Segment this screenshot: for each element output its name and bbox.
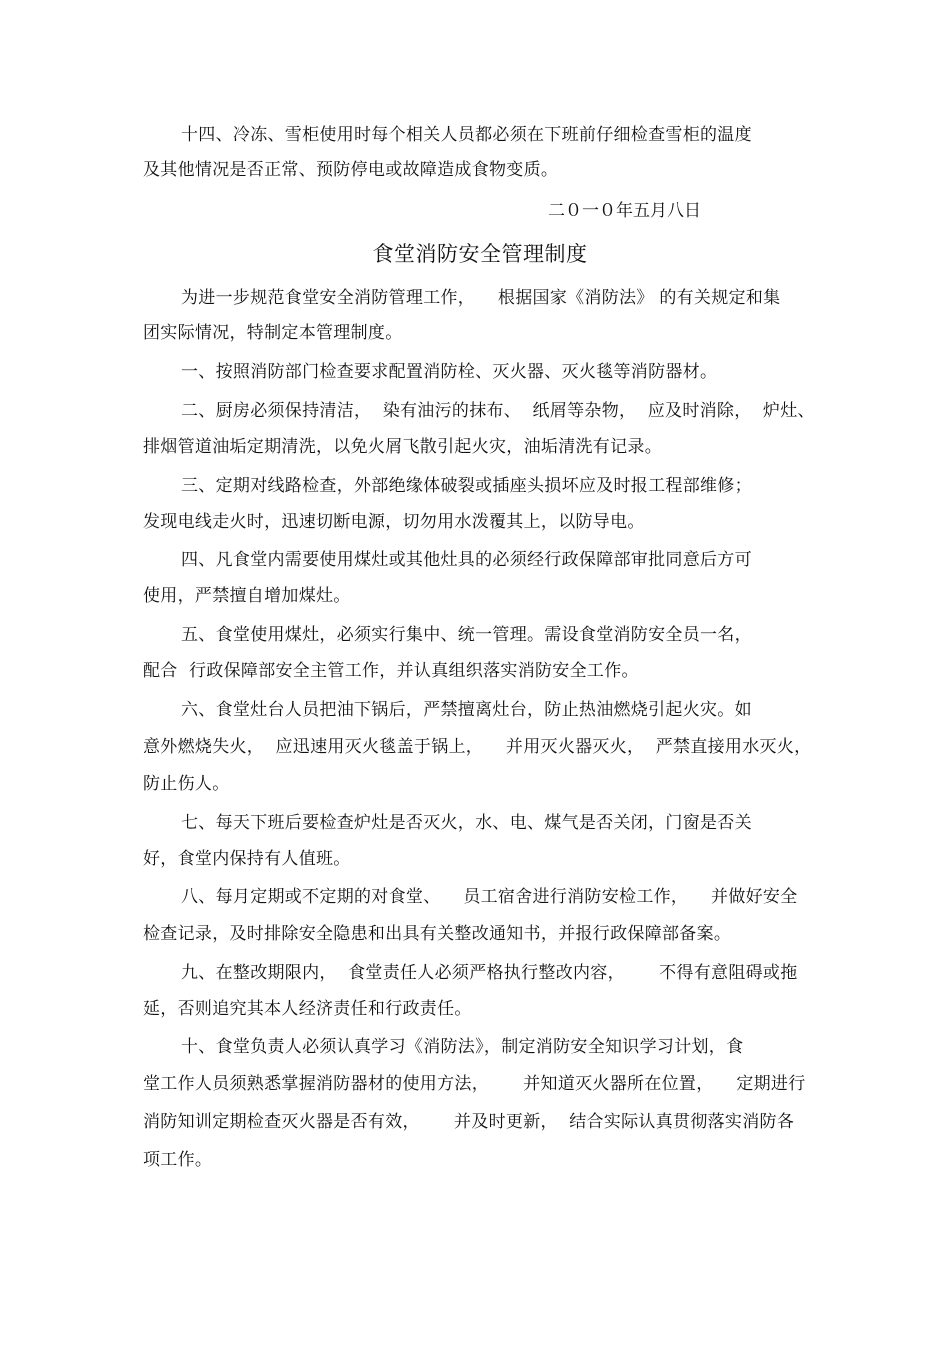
item-4-line-2: 使用，严禁擅自增加煤灶。 <box>143 586 351 606</box>
item-5-line-2: 配合 行政保障部安全主管工作，并认真组织落实消防安全工作。 <box>143 661 639 681</box>
page-title: 食堂消防安全管理制度 <box>372 242 588 266</box>
item-4-line-1: 四、凡食堂内需要使用煤灶或其他灶具的必须经行政保障部审批同意后方可 <box>181 550 752 570</box>
item-10-line-1: 十、食堂负责人必须认真学习《消防法》，制定消防安全知识学习计划，食 <box>181 1037 744 1057</box>
intro-line-1: 为进一步规范食堂安全消防管理工作， 根据国家《消防法》 的有关规定和集 <box>181 288 781 308</box>
item-7-line-1: 七、每天下班后要检查炉灶是否灭火，水、电、煤气是否关闭，门窗是否关 <box>181 813 752 833</box>
item-7-line-2: 好，食堂内保持有人值班。 <box>143 849 351 869</box>
item-10-line-3: 消防知训定期检查灭火器是否有效， 并及时更新， 结合实际认真贯彻落实消防各 <box>143 1112 795 1132</box>
item-9-line-1: 九、在整改期限内， 食堂责任人必须严格执行整改内容， 不得有意阻碍或拖 <box>181 963 798 983</box>
item-14-line-1: 十四、冷冻、雪柜使用时每个相关人员都必须在下班前仔细检查雪柜的温度 <box>181 125 752 145</box>
item-2-line-1: 二、厨房必须保持清洁， 染有油污的抹布、 纸屑等杂物， 应及时消除， 炉灶、 <box>181 401 815 421</box>
item-3-line-1: 三、定期对线路检查，外部绝缘体破裂或插座头损坏应及时报工程部维修； <box>181 476 752 496</box>
item-10-line-2: 堂工作人员须熟悉掌握消防器材的使用方法， 并知道灭火器所在位置， 定期进行 <box>143 1074 806 1094</box>
item-3-line-2: 发现电线走火时，迅速切断电源，切勿用水泼覆其上，以防导电。 <box>143 512 645 532</box>
item-1-line-1: 一、按照消防部门检查要求配置消防栓、灭火器、灭火毯等消防器材。 <box>181 362 718 382</box>
intro-line-2: 团实际情况，特制定本管理制度。 <box>143 323 403 343</box>
item-9-line-2: 延，否则追究其本人经济责任和行政责任。 <box>143 999 472 1019</box>
item-8-line-1: 八、每月定期或不定期的对食堂、 员工宿舍进行消防安检工作， 并做好安全 <box>181 887 798 907</box>
document-date: 二０一０年五月八日 <box>548 201 701 221</box>
item-2-line-2: 排烟管道油垢定期清洗，以免火屑飞散引起火灾，油垢清洗有记录。 <box>143 437 662 457</box>
item-10-line-4: 项工作。 <box>143 1150 213 1170</box>
item-5-line-1: 五、食堂使用煤灶，必须实行集中、统一管理。需设食堂消防安全员一名， <box>181 625 752 645</box>
item-6-line-2: 意外燃烧失火， 应迅速用灭火毯盖于锅上， 并用灭火器灭火， 严禁直接用水灭火， <box>143 737 812 757</box>
item-14-line-2: 及其他情况是否正常、预防停电或故障造成食物变质。 <box>143 160 559 180</box>
item-6-line-1: 六、食堂灶台人员把油下锅后，严禁擅离灶台，防止热油燃烧引起火灾。如 <box>181 700 752 720</box>
item-6-line-3: 防止伤人。 <box>143 774 230 794</box>
item-8-line-2: 检查记录，及时排除安全隐患和出具有关整改通知书，并报行政保障部备案。 <box>143 924 732 944</box>
